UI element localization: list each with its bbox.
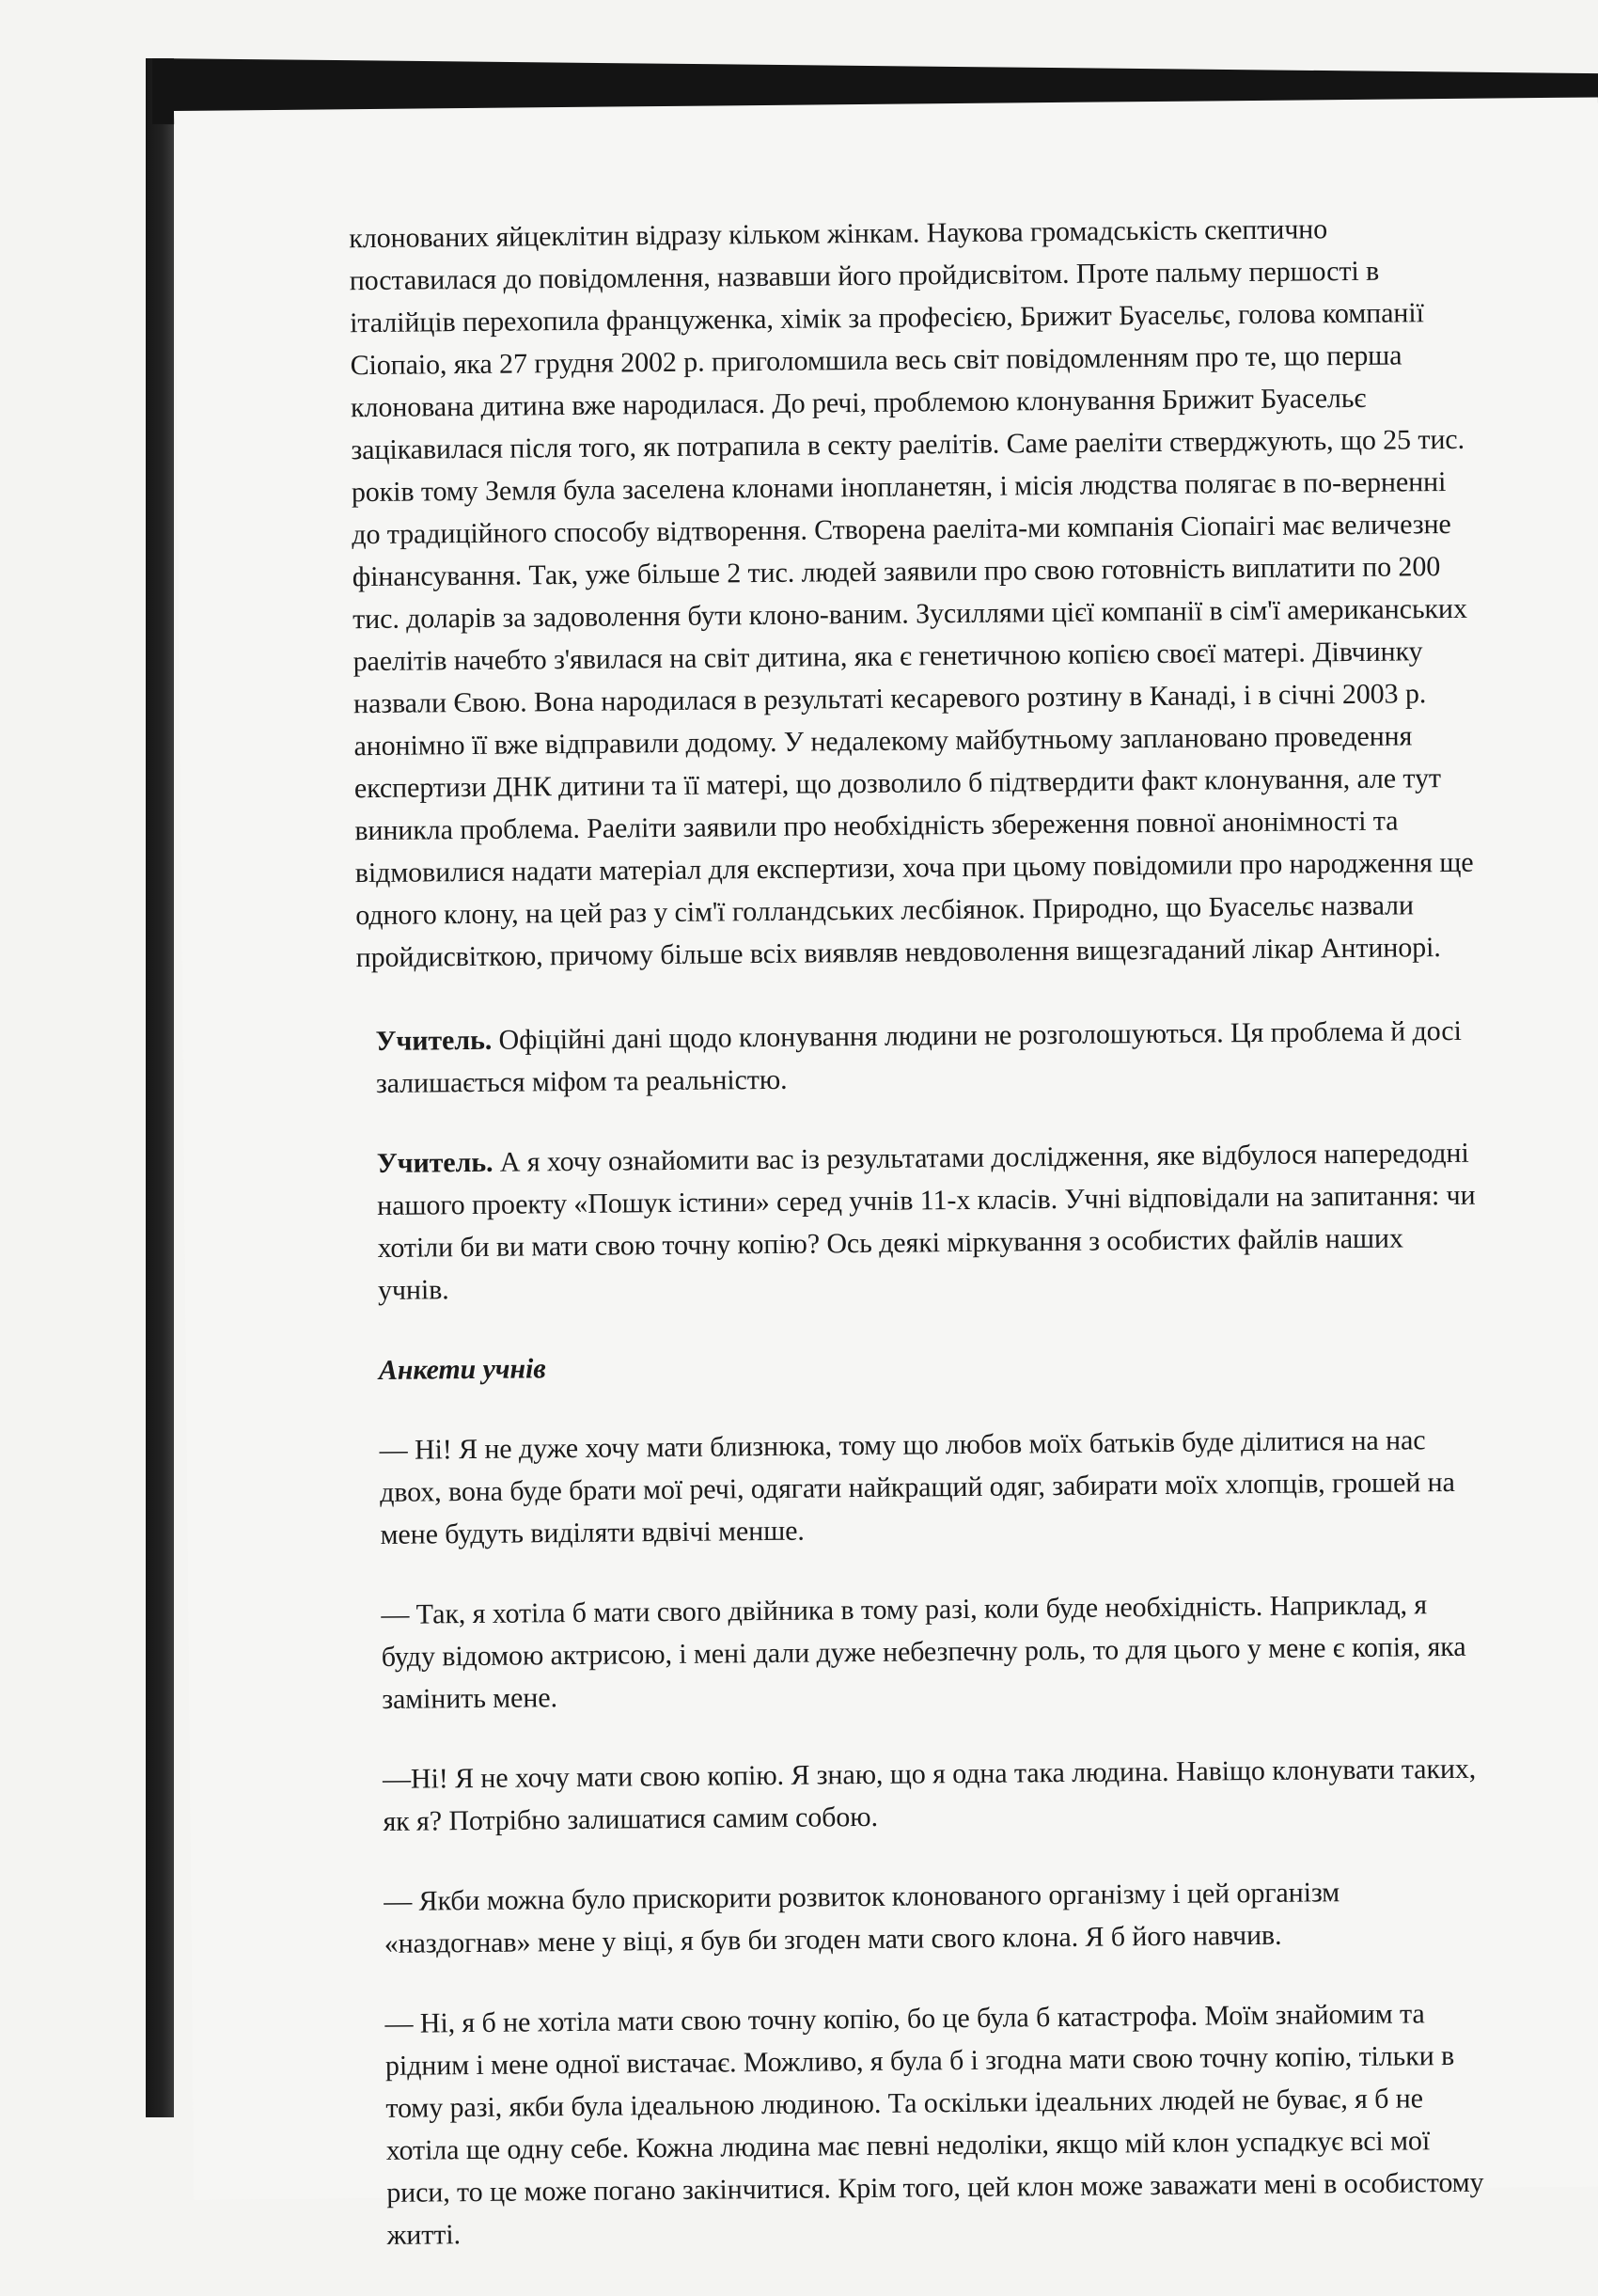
survey-answer: —Ні! Я не хочу мати свою копію. Я знаю, що я одна така людина. Навіщо клонувати таких, як я? Потрібно залишатися самим собою. [382,1753,1477,1837]
intro-paragraph: клонованих яйцеклітин відразу кільком жінкам. Наукова громадськість скептично поставилася до повідомлення, назвавши його пройдисвітом. Проте пальму першості в італійців перехопила француженка, хімік за професією, Брижит Буасельє, голова компанії Сіопаіо, яка 27 грудня 2002 р. приголомшила весь світ повідомленням про те, що перша клонована дитина вже народилася. До речі, проблемою клонування Брижит Буасельє зацікавилася після того, як потрапила в секту раелітів. Саме раеліти стверджують, що 25 тис. років тому Земля була заселена клонами інопланетян, і місія людства полягає в по-верненні до традиційного способу відтворення. Створена раеліта-ми компанія Сіопаігі має величезне фінансування. Так, уже більше 2 тис. людей заявили про свою готовність виплатити по 200 тис. доларів за задоволення бути клоно-ваним. Зусиллями цієї компанії в сім'ї американських раелітів начебто з'явилася на світ дитина, яка є генетичною копією своєї матері. Дівчинку назвали Євою. Вона народилася в результаті кесаревого розтину в Канаді, і в січні 2003 р. анонімно її вже відправили додому. У недалекому майбутньому заплановано проведення експертизи ДНК дитини та її матері, що дозволило б підтвердити факт клонування, але тут виникла проблема. Раеліти заявили про необхідність збереження повної анонімності та відмовилися надати матеріал для експертизи, хоча при цьому повідомили про народження ще одного клону, на цей раз у сім'ї голландських лесбіянок. Природно, що Буасельє назвали пройдисвіткою, причому більше всіх виявляв невдоволення вищезгаданий лікар Антинорі. [349,213,1474,974]
remark-text: А я хочу ознайомити вас із результатами дослідження, яке відбулося напередодні нашого проекту «Пошук істини» серед учнів 11-х класів. Учні відповідали на запитання: чи хотіли би ви мати свою точну копію? Ось деякі міркування з особистих файлів наших учнів. [377,1137,1476,1306]
scanner-shadow-left [146,58,174,2117]
remark-text: Офіційні дані щодо клонування людини не розголошуються. Ця проблема й досі залишається міфом та реальністю. [375,1014,1462,1099]
survey-answer: — Ні! Я не дуже хочу мати близнюка, тому що любов моїх батьків буде ділитися на нас двох, вона буде брати мої речі, одягати найкращий одяг, забирати моїх хлопців, грошей на мене будуть виділяти вдвічі менше. [379,1424,1455,1550]
speaker-label: Учитель. [376,1146,494,1179]
survey-answer: — Якби можна було прискорити розвиток клонованого організму і цей організм «наздогнав» мене у віці, я був би згоден мати свого клона. Я б його навчив. [384,1877,1340,1959]
speaker-label: Учитель. [375,1024,493,1057]
teacher-remark-1 [375,1010,1476,1105]
scanned-page [174,97,1598,2251]
teacher-remark-2 [377,1132,1479,1312]
page-content [349,207,1487,2294]
survey-answer: — Ні, я б не хотіла мати свою точну копію, бо це була б катастрофа. Моїм знайомим та рідним і мене одної вистачає. Можливо, я була б і згодна мати свою точну копію, тільки в тому разі, якби була ідеальною людиною. Та оскільки ідеальних людей не буває, я б не хотіла ще одну себе. Кожна людина має певні недоліки, якщо мій клон успадкує всі мої риси, то це може погано закінчитися. Крім того, цей клон може заважати мені в особистому житті. [384,1998,1484,2251]
survey-title: Анкети учнів [378,1353,546,1386]
survey-answer: — Так, я хотіла б мати свого двійника в тому разі, коли буде необхідність. Наприклад, я буду відомою актрисою, і мені дали дуже небезпечну роль, то для цього у мене є копія, яка замінить мене. [381,1589,1466,1715]
